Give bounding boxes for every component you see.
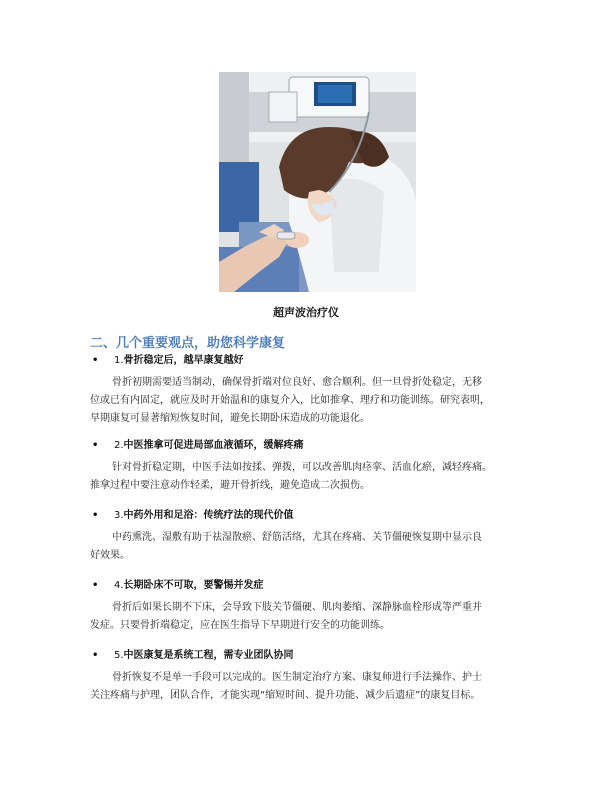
bullet-icon: • xyxy=(92,580,99,591)
paragraph-line: 关注疼痛与护理，团队合作，才能实现“缩短时间、提升功能、减少后遗症”的康复目标。 xyxy=(90,690,481,701)
paragraph-line: 骨折后如果长期不下床，会导致下肢关节僵硬、肌肉萎缩、深静脉血栓形成等严重并 xyxy=(112,602,482,613)
item-4-paragraph xyxy=(90,599,526,635)
item-title: 中药外用和足浴：传统疗法的现代价值 xyxy=(123,510,294,521)
bullet-icon: • xyxy=(92,355,99,366)
item-5-heading xyxy=(92,646,294,661)
item-title: 中医推拿可促进局部血液循环，缓解疼痛 xyxy=(123,440,304,451)
item-title: 长期卧床不可取，要警惕并发症 xyxy=(123,580,264,591)
ultrasound-therapy-photo xyxy=(219,72,416,292)
paragraph-line: 中药熏洗、湿敷有助于祛湿散瘀、舒筋活络，尤其在疼痛、关节僵硬恢复期中显示良 xyxy=(112,532,482,543)
item-2-paragraph xyxy=(90,459,526,495)
item-number: 3. xyxy=(114,510,124,521)
bullet-icon: • xyxy=(92,440,99,451)
item-2-heading xyxy=(92,436,304,451)
paragraph-line: 发症。只要骨折端稳定，应在医生指导下早期进行安全的功能训练。 xyxy=(90,620,390,631)
item-number: 1. xyxy=(114,355,124,366)
section-title: 二、几个重要观点，助您科学康复 xyxy=(90,336,286,351)
paragraph-line: 早期康复可显著缩短恢复时间，避免长期卧床造成的功能退化。 xyxy=(90,413,370,424)
paragraph-line: 骨折初期需要适当制动，确保骨折端对位良好、愈合顺利。但一旦骨折处稳定，无移 xyxy=(112,377,482,388)
paragraph-line: 位或已有内固定，就应及时开始温和的康复介入，比如推拿、理疗和功能训练。研究表明， xyxy=(90,395,490,406)
item-3-heading xyxy=(92,506,294,521)
bullet-icon: • xyxy=(92,650,99,661)
item-number: 5. xyxy=(114,650,124,661)
item-4-heading xyxy=(92,576,264,591)
bullet-icon: • xyxy=(92,510,99,521)
item-title: 中医康复是系统工程，需专业团队协同 xyxy=(123,650,294,661)
figure-caption: 超声波治疗仪 xyxy=(273,306,339,319)
item-1-paragraph xyxy=(90,374,526,428)
item-title: 骨折稳定后，越早康复越好 xyxy=(123,355,244,366)
item-1-heading xyxy=(92,351,244,366)
paragraph-line: 推拿过程中要注意动作轻柔，避开骨折线，避免造成二次损伤。 xyxy=(90,480,370,491)
paragraph-line: 针对骨折稳定期，中医手法如按揉、弹拨，可以改善肌肉痉挛、活血化瘀，减轻疼痛。 xyxy=(112,462,492,473)
item-5-paragraph xyxy=(90,669,526,705)
item-number: 2. xyxy=(114,440,124,451)
paragraph-line: 骨折恢复不是单一手段可以完成的。医生制定治疗方案、康复师进行手法操作、护士 xyxy=(112,672,482,683)
item-number: 4. xyxy=(114,580,124,591)
paragraph-line: 好效果。 xyxy=(90,550,130,561)
item-3-paragraph xyxy=(90,529,526,565)
